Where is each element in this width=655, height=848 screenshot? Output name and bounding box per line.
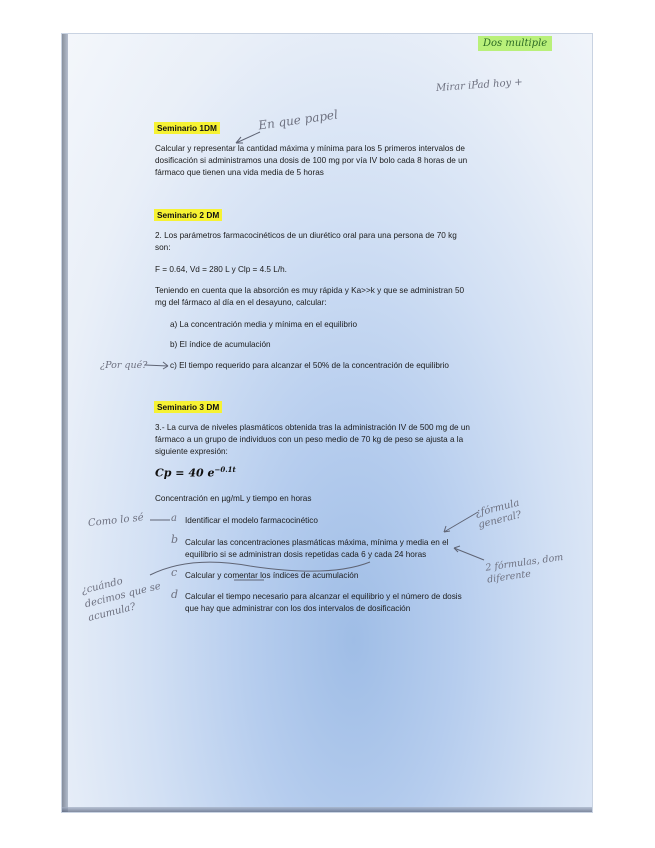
seminario-1-line-1: Calcular y representar la cantidad máxima y mínima para los 5 primeros intervalos de <box>155 144 465 153</box>
seminario-3-item-3: Calcular y comentar los índices de acumulación <box>185 571 359 580</box>
seminario-3-item-2a: Calcular las concentraciones plasmáticas máxima, mínima y media en el <box>185 538 449 547</box>
seminario-3-title: Seminario 3 DM <box>154 401 222 413</box>
seminario-2-item-b: b) El índice de acumulación <box>170 340 271 349</box>
handwritten-cuando-decimos: ¿cuándo decimos que se acumula? <box>80 575 162 624</box>
seminario-2-item-a: a) La concentración media y mínima en el equilibrio <box>170 320 358 329</box>
handwritten-letter-c: c <box>171 566 178 579</box>
handwritten-highlight-note: Dos multiple <box>478 36 552 51</box>
seminario-1-line-2: dosificación si administramos una dosis de 100 mg por vía IV bolo cada 8 horas de un <box>155 156 468 165</box>
handwritten-por-que: ¿Por qué? <box>100 360 148 371</box>
seminario-3-intro-2: fármaco a un grupo de individuos con un peso medio de 70 kg de peso se ajusta a la <box>155 435 464 444</box>
seminario-1-title: Seminario 1DM <box>154 122 220 134</box>
seminario-2-title: Seminario 2 DM <box>154 209 222 221</box>
seminario-1-line-3: fármaco que tienen una vida media de 5 horas <box>155 168 324 177</box>
handwritten-en-que-papel: En que papel <box>257 107 339 133</box>
seminario-2-item-c: c) El tiempo requerido para alcanzar el 50% de la concentración de equilibrio <box>170 361 449 370</box>
seminario-2-params: F = 0.64, Vd = 280 L y Clp = 4.5 L/h. <box>155 265 287 274</box>
seminario-3-item-4b: que hay que administrar con los dos intervalos de dosificación <box>185 604 411 613</box>
seminario-3-item-1: Identificar el modelo farmacocinético <box>185 516 318 525</box>
concentration-formula <box>155 465 236 480</box>
formula-base: Cp = 40 e <box>155 466 215 480</box>
seminario-3-intro-3: siguiente expresión: <box>155 447 228 456</box>
handwritten-note-top: Mirar iPad hoy + <box>435 76 524 95</box>
handwritten-letter-a: a <box>171 513 177 524</box>
handwritten-dos-formulas: 2 fórmulas, dom diferente <box>484 551 564 586</box>
formula-exponent: −0.1t <box>214 465 236 474</box>
handwritten-letter-d: d <box>171 588 179 601</box>
handwritten-formula-general: ¿fórmula general? <box>474 497 523 531</box>
seminario-2-context-2: mg del fármaco al día en el desayuno, calcular: <box>155 298 327 307</box>
seminario-3-intro-1: 3.- La curva de niveles plasmáticos obtenida tras la administración IV de 500 mg de un <box>155 423 470 432</box>
seminario-2-intro-2: son: <box>155 243 171 252</box>
seminario-2-intro-1: 2. Los parámetros farmacocinéticos de un diurético oral para una persona de 70 kg <box>155 231 457 240</box>
seminario-3-item-2b: equilibrio si se administran dosis repetidas cada 6 y cada 24 horas <box>185 550 427 559</box>
handwritten-como-lo-se: Como lo sé <box>87 512 145 530</box>
seminario-2-context-1: Teniendo en cuenta que la absorción es muy rápida y Ka>>k y que se administran 50 <box>155 286 465 295</box>
seminario-3-units: Concentración en µg/mL y tiempo en horas <box>155 494 312 503</box>
seminario-3-item-4a: Calcular el tiempo necesario para alcanzar el equilibrio y el número de dosis <box>185 592 462 601</box>
handwritten-letter-b: b <box>171 533 179 546</box>
